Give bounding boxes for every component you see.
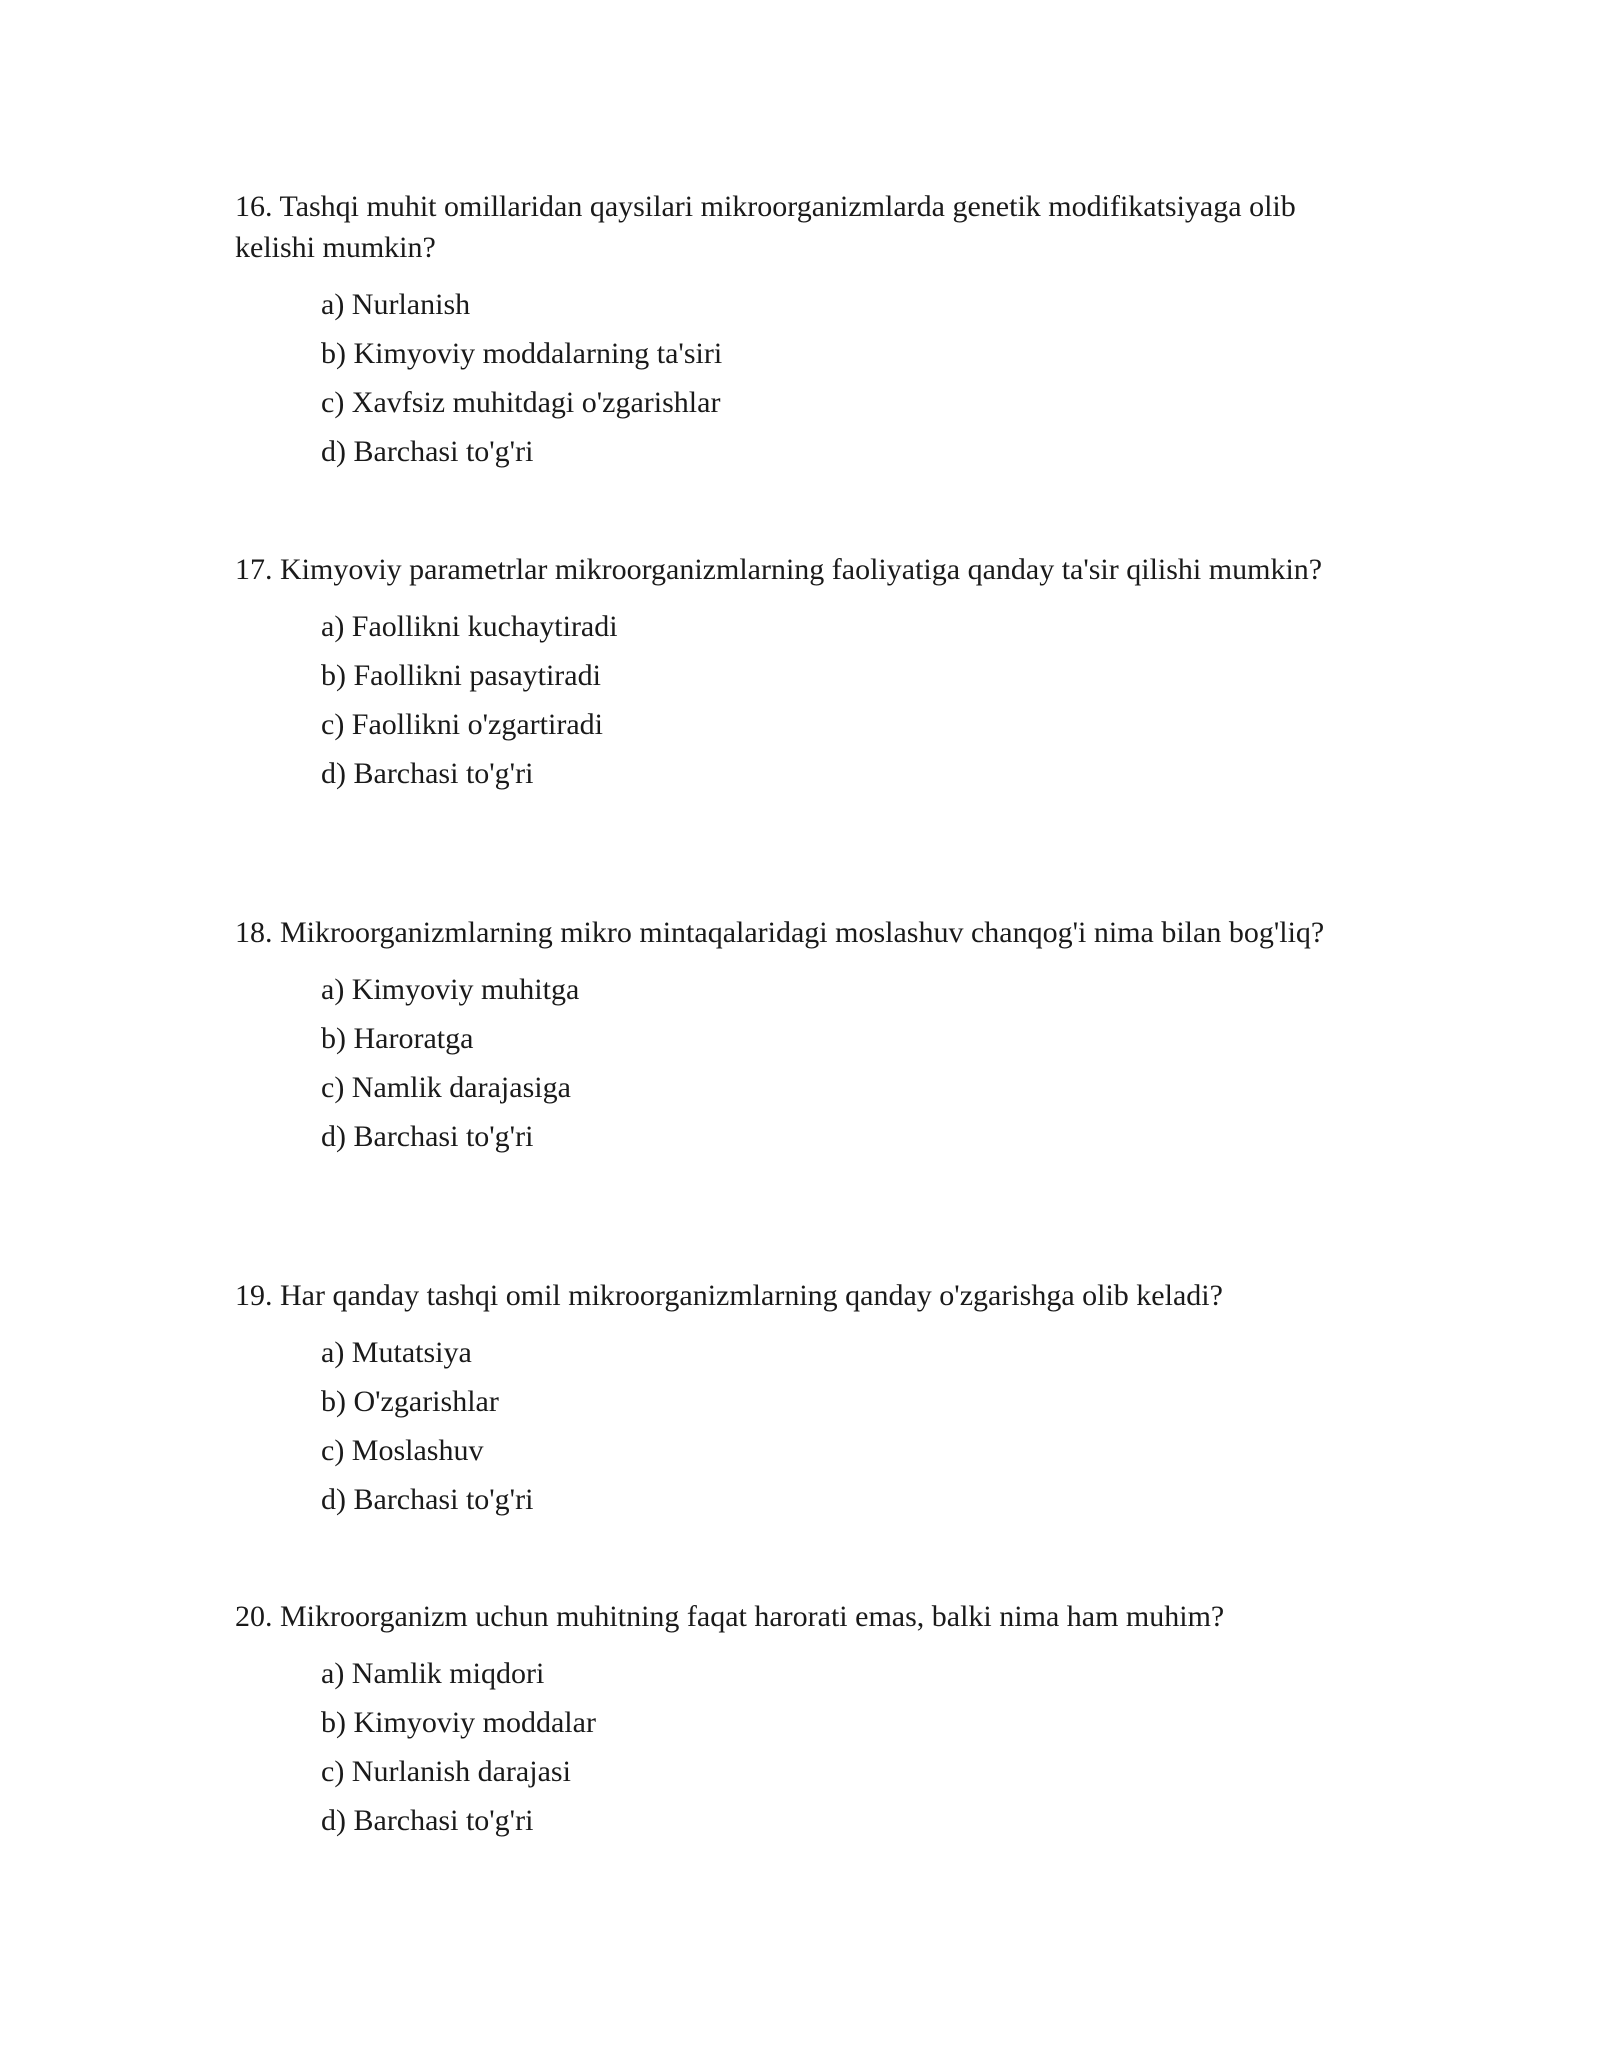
question-19 <box>235 1275 1375 1528</box>
option-c: c) Moslashuv <box>321 1434 484 1467</box>
question-16 <box>235 186 1375 480</box>
option-a: a) Mutatsiya <box>321 1336 472 1369</box>
option-d: d) Barchasi to'g'ri <box>321 435 534 468</box>
option-b: b) Faollikni pasaytiradi <box>321 659 601 692</box>
option-d: d) Barchasi to'g'ri <box>321 757 534 790</box>
question-text: 19. Har qanday tashqi omil mikroorganizmlarning qanday o'zgarishga olib keladi? <box>235 1279 1223 1312</box>
question-17 <box>235 549 1375 802</box>
option-list <box>235 1653 1375 1849</box>
option-b: b) Kimyoviy moddalarning ta'siri <box>321 337 723 370</box>
option-list <box>235 969 1375 1165</box>
option-c: c) Nurlanish darajasi <box>321 1755 571 1788</box>
question-text: 16. Tashqi muhit omillaridan qaysilari mikroorganizmlarda genetik modifikatsiyaga olib kelishi mumkin? <box>235 190 1296 264</box>
option-a: a) Faollikni kuchaytiradi <box>321 610 618 643</box>
option-d: d) Barchasi to'g'ri <box>321 1120 534 1153</box>
option-b: b) O'zgarishlar <box>321 1385 499 1418</box>
option-list <box>235 606 1375 802</box>
question-20 <box>235 1596 1375 1849</box>
option-a: a) Kimyoviy muhitga <box>321 973 580 1006</box>
question-text: 18. Mikroorganizmlarning mikro mintaqalaridagi moslashuv chanqog'i nima bilan bog'liq? <box>235 916 1325 949</box>
option-c: c) Namlik darajasiga <box>321 1071 571 1104</box>
question-text: 17. Kimyoviy parametrlar mikroorganizmlarning faoliyatiga qanday ta'sir qilishi mumkin? <box>235 553 1323 586</box>
option-list <box>235 1332 1375 1528</box>
option-d: d) Barchasi to'g'ri <box>321 1804 534 1837</box>
option-c: c) Faollikni o'zgartiradi <box>321 708 603 741</box>
option-list <box>235 284 1375 480</box>
option-c: c) Xavfsiz muhitdagi o'zgarishlar <box>321 386 721 419</box>
question-text: 20. Mikroorganizm uchun muhitning faqat harorati emas, balki nima ham muhim? <box>235 1600 1225 1633</box>
option-b: b) Kimyoviy moddalar <box>321 1706 596 1739</box>
option-a: a) Nurlanish <box>321 288 471 321</box>
option-b: b) Haroratga <box>321 1022 474 1055</box>
option-d: d) Barchasi to'g'ri <box>321 1483 534 1516</box>
option-a: a) Namlik miqdori <box>321 1657 545 1690</box>
question-18 <box>235 912 1375 1165</box>
